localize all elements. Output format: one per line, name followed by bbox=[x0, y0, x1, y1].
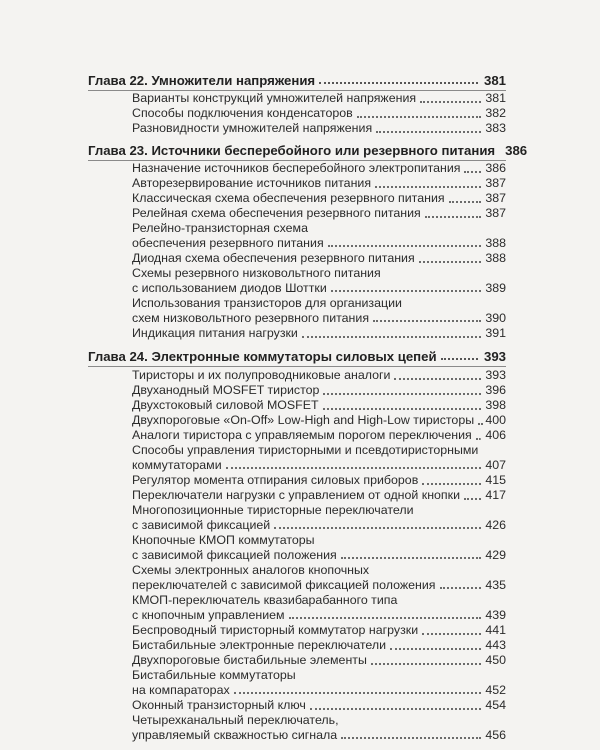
dot-leader bbox=[289, 617, 482, 619]
toc-entry[interactable] bbox=[132, 503, 506, 532]
toc-entry[interactable] bbox=[132, 488, 506, 503]
entry-title: Тиристоры и их полупроводниковые аналоги bbox=[132, 368, 391, 382]
dot-leader bbox=[376, 131, 481, 133]
entry-page: 393 bbox=[485, 368, 506, 382]
entry-title: Схемы электронных аналогов кнопочных bbox=[132, 563, 370, 577]
entry-title: Четырехканальный переключатель, bbox=[132, 713, 339, 727]
entry-page: 383 bbox=[485, 121, 506, 135]
entry-page: 386 bbox=[485, 161, 506, 175]
entry-title: Релейная схема обеспечения резервного питания bbox=[132, 206, 421, 220]
dot-leader bbox=[371, 663, 481, 665]
entry-title: Способы подключения конденсаторов bbox=[132, 106, 353, 120]
dot-leader bbox=[422, 483, 481, 485]
toc-entry[interactable] bbox=[132, 206, 506, 221]
dot-leader bbox=[425, 216, 482, 218]
entry-page: 388 bbox=[485, 251, 506, 265]
dot-leader bbox=[226, 467, 482, 469]
toc-entry[interactable] bbox=[132, 413, 506, 428]
chapter-title: Глава 22. Умножители напряжения bbox=[88, 73, 316, 88]
toc-entry[interactable] bbox=[132, 593, 506, 622]
entry-title-continued: управляемый скважностью сигнала bbox=[132, 727, 338, 742]
toc-entry[interactable] bbox=[132, 653, 506, 668]
entry-title-continued: с использованием диодов Шоттки bbox=[132, 280, 327, 295]
toc-entry[interactable] bbox=[132, 91, 506, 106]
entry-title-continued: с зависимой фиксацией положения bbox=[132, 547, 337, 562]
dot-leader bbox=[341, 557, 482, 559]
toc-entry[interactable] bbox=[132, 191, 506, 206]
toc-entry[interactable] bbox=[132, 176, 506, 191]
chapter-page: 381 bbox=[483, 73, 506, 88]
entry-title-continued: обеспечения резервного питания bbox=[132, 235, 324, 250]
toc-entry[interactable] bbox=[132, 326, 506, 341]
entry-page: 426 bbox=[485, 517, 506, 532]
entry-title: Способы управления тиристорными и псевдотиристорными bbox=[132, 443, 479, 457]
entry-title: Схемы резервного низковольтного питания bbox=[132, 266, 381, 280]
entry-title: Двухстоковый силовой MOSFET bbox=[132, 398, 319, 412]
chapter-page: 386 bbox=[505, 143, 528, 158]
toc-entry[interactable] bbox=[132, 563, 506, 592]
entry-page: 387 bbox=[485, 176, 506, 190]
entry-title: Варианты конструкций умножителей напряжения bbox=[132, 91, 417, 105]
toc-entry[interactable] bbox=[132, 443, 506, 472]
dot-leader bbox=[341, 737, 481, 739]
entry-page: 388 bbox=[485, 235, 506, 250]
entry-page: 396 bbox=[485, 383, 506, 397]
entry-page: 406 bbox=[485, 428, 506, 442]
dot-leader bbox=[441, 358, 478, 360]
entry-title: Переключатели нагрузки с управлением от одной кнопки bbox=[132, 488, 460, 502]
entry-title: Бистабильные электронные переключатели bbox=[132, 638, 387, 652]
entry-title-continued: переключателей с зависимой фиксацией положения bbox=[132, 577, 436, 592]
entry-page: 435 bbox=[485, 577, 506, 592]
entry-title: Двуханодный MOSFET тиристор bbox=[132, 383, 320, 397]
toc-entry[interactable] bbox=[132, 623, 506, 638]
entry-page: 407 bbox=[485, 457, 506, 472]
dot-leader bbox=[478, 423, 481, 425]
entry-page: 382 bbox=[485, 106, 506, 120]
dot-leader bbox=[323, 408, 482, 410]
dot-leader bbox=[373, 320, 481, 322]
toc-entry[interactable] bbox=[132, 668, 506, 697]
entry-title: Диодная схема обеспечения резервного питания bbox=[132, 251, 415, 265]
entry-title: Бистабильные коммутаторы bbox=[132, 668, 296, 682]
dot-leader bbox=[302, 336, 481, 338]
entry-page: 390 bbox=[485, 310, 506, 325]
entry-page: 450 bbox=[485, 653, 506, 667]
entry-title: Двухпороговые бистабильные элементы bbox=[132, 653, 367, 667]
dot-leader bbox=[394, 378, 481, 380]
entry-page: 452 bbox=[485, 682, 506, 697]
dot-leader bbox=[328, 245, 482, 247]
toc-entry[interactable] bbox=[132, 713, 506, 742]
dot-leader bbox=[323, 393, 481, 395]
entry-page: 429 bbox=[485, 547, 506, 562]
dot-leader bbox=[331, 290, 482, 292]
entry-title-continued: схем низковольтного резервного питания bbox=[132, 310, 370, 325]
entry-title: Разновидности умножителей напряжения bbox=[132, 121, 373, 135]
chapter-title: Глава 23. Источники бесперебойного или резервного питания bbox=[88, 143, 496, 158]
toc-entry[interactable] bbox=[132, 473, 506, 488]
dot-leader bbox=[440, 587, 482, 589]
entry-page: 417 bbox=[485, 488, 506, 502]
dot-leader bbox=[390, 648, 481, 650]
toc-entry[interactable] bbox=[132, 251, 506, 266]
toc-entry[interactable] bbox=[132, 533, 506, 562]
entry-page: 400 bbox=[485, 413, 506, 427]
toc-entry[interactable] bbox=[132, 428, 506, 443]
toc-entry[interactable] bbox=[132, 296, 506, 325]
entry-page: 443 bbox=[485, 638, 506, 652]
entry-title: Оконный транзисторный ключ bbox=[132, 698, 306, 712]
dot-leader bbox=[310, 708, 481, 710]
dot-leader bbox=[464, 171, 481, 173]
toc-entry[interactable] bbox=[132, 398, 506, 413]
chapter-title: Глава 24. Электронные коммутаторы силовых цепей bbox=[88, 349, 437, 364]
entry-title-continued: на компараторах bbox=[132, 682, 230, 697]
entry-title: КМОП-переключатель квазибарабанного типа bbox=[132, 593, 398, 607]
toc-entry[interactable] bbox=[132, 221, 506, 250]
dot-leader bbox=[234, 692, 482, 694]
toc-entry[interactable] bbox=[132, 161, 506, 176]
toc-entry[interactable] bbox=[132, 368, 506, 383]
entry-title: Индикация питания нагрузки bbox=[132, 326, 298, 340]
entry-title-continued: с зависимой фиксацией bbox=[132, 517, 271, 532]
entry-page: 387 bbox=[485, 191, 506, 205]
dot-leader bbox=[419, 261, 482, 263]
dot-leader bbox=[274, 527, 481, 529]
dot-leader bbox=[464, 498, 481, 500]
entry-title: Многопозиционные тиристорные переключатели bbox=[132, 503, 414, 517]
toc-entry[interactable] bbox=[132, 121, 506, 136]
chapter-rule bbox=[88, 366, 506, 367]
chapter-heading[interactable] bbox=[88, 140, 528, 158]
toc-entry[interactable] bbox=[132, 698, 506, 713]
entry-page: 439 bbox=[485, 607, 506, 622]
dot-leader bbox=[449, 201, 482, 203]
dot-leader bbox=[319, 82, 478, 84]
dot-leader bbox=[375, 186, 481, 188]
chapter-page: 393 bbox=[483, 349, 506, 364]
toc-entry[interactable] bbox=[132, 106, 506, 121]
entry-title: Аналоги тиристора с управляемым порогом переключения bbox=[132, 428, 472, 442]
entry-title: Авторезервирование источников питания bbox=[132, 176, 372, 190]
entry-page: 387 bbox=[485, 206, 506, 220]
entry-page: 415 bbox=[485, 473, 506, 487]
entry-title: Беспроводный тиристорный коммутатор нагрузки bbox=[132, 623, 419, 637]
entry-title: Кнопочные КМОП коммутаторы bbox=[132, 533, 315, 547]
chapter-heading[interactable] bbox=[88, 346, 506, 364]
entry-page: 389 bbox=[485, 280, 506, 295]
entry-title: Классическая схема обеспечения резервного питания bbox=[132, 191, 445, 205]
entry-title: Использования транзисторов для организации bbox=[132, 296, 402, 310]
dot-leader bbox=[357, 116, 482, 118]
entry-page: 454 bbox=[485, 698, 506, 712]
entry-page: 441 bbox=[485, 623, 506, 637]
dot-leader bbox=[422, 633, 481, 635]
entry-title: Регулятор момента отпирания силовых приборов bbox=[132, 473, 419, 487]
entry-page: 456 bbox=[485, 727, 506, 742]
chapter-heading[interactable] bbox=[88, 70, 506, 88]
entry-title: Двухпороговые «On-Off» Low-High and High-Low тиристоры bbox=[132, 413, 475, 427]
dot-leader bbox=[420, 101, 481, 103]
entry-title-continued: коммутаторами bbox=[132, 457, 222, 472]
toc-entry[interactable] bbox=[132, 266, 506, 295]
entry-title: Релейно-транзисторная схема bbox=[132, 221, 308, 235]
entry-page: 398 bbox=[485, 398, 506, 412]
entry-page: 381 bbox=[485, 91, 506, 105]
entry-title: Назначение источников бесперебойного электропитания bbox=[132, 161, 461, 175]
entry-title-continued: с кнопочным управлением bbox=[132, 607, 285, 622]
entry-page: 391 bbox=[485, 326, 506, 340]
dot-leader bbox=[476, 438, 482, 440]
toc-entry[interactable] bbox=[132, 638, 506, 653]
toc-entry[interactable] bbox=[132, 383, 506, 398]
